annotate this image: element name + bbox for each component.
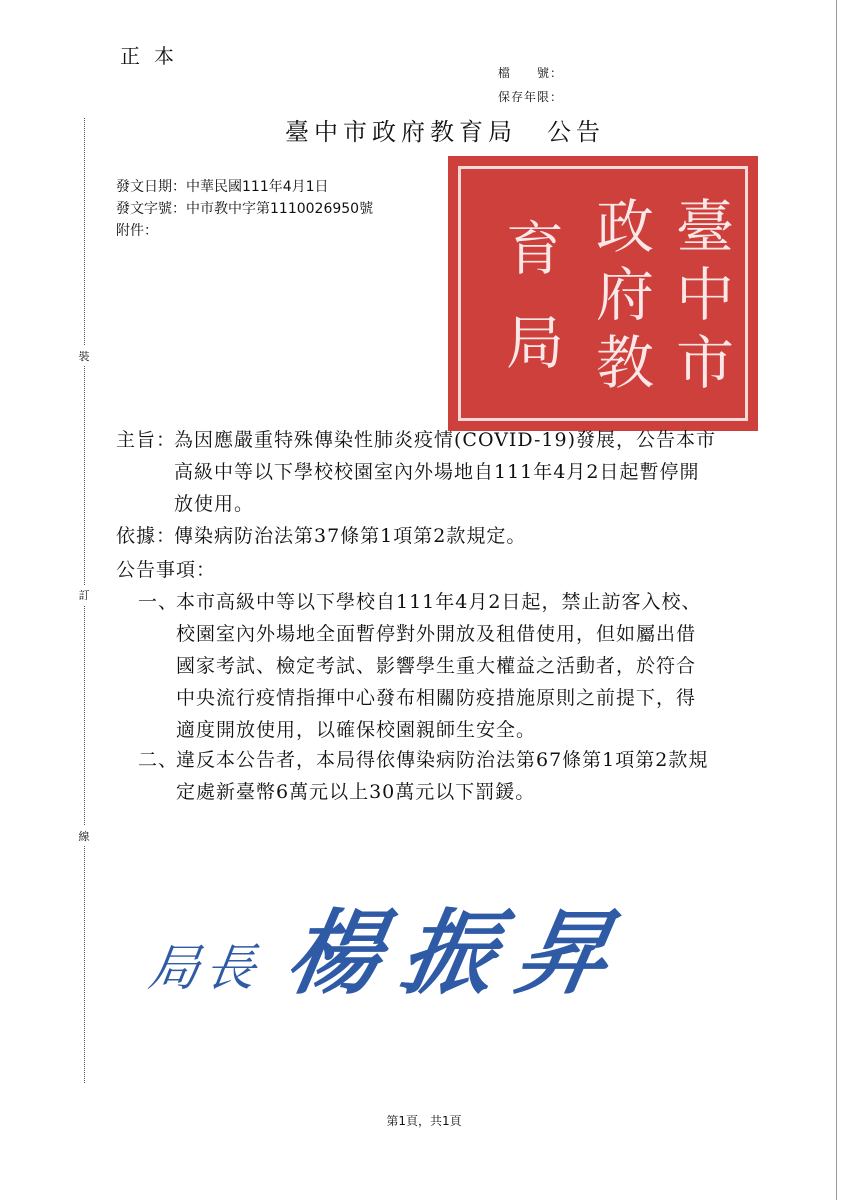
official-seal (448, 156, 758, 431)
signature-title: 局長 (145, 939, 266, 997)
signature-name: 楊振昇 (279, 899, 641, 1007)
seal-char: 市 (675, 329, 734, 397)
item1-line: 適度開放使用，以確保校園親師生安全。 (176, 719, 537, 741)
binding-mark-1: 裝 (76, 346, 92, 366)
reference-number: 發文字號：中市教中字第1110026950號 (116, 201, 374, 217)
document-type: 公告 (547, 118, 605, 146)
copy-label: 正本 (120, 44, 188, 68)
binding-mark-2: 訂 (76, 585, 92, 605)
seal-char: 臺 (675, 193, 734, 261)
file-number-label: 檔 號： (498, 66, 564, 80)
subject-line: 放使用。 (174, 493, 255, 515)
item1-line: 國家考試、檢定考試、影響學生重大權益之活動者，於符合 (176, 655, 697, 677)
attachment-label: 附件： (116, 223, 158, 239)
item1-marker: 一、 (138, 591, 179, 613)
director-signature (145, 880, 641, 1012)
binding-mark-3: 線 (76, 826, 92, 846)
page-number: 第1頁，共1頁 (386, 1114, 462, 1128)
agency-name: 臺中市政府教育局 (285, 118, 517, 146)
item1-line: 校園室內外場地全面暫停對外開放及租借使用，但如屬出借 (176, 623, 697, 645)
seal-char: 局 (505, 309, 564, 377)
item2-marker: 二、 (138, 749, 179, 771)
subject-line: 高級中等以下學校校園室內外場地自111年4月2日起暫停開 (174, 461, 700, 483)
item1-line: 中央流行疫情指揮中心發布相關防疫措施原則之前提下，得 (176, 687, 697, 709)
subject-label: 主旨： (116, 429, 177, 451)
seal-char: 政 (595, 193, 654, 261)
seal-char: 育 (505, 215, 564, 283)
seal-char: 教 (595, 329, 654, 397)
item2-line: 定處新臺幣6萬元以上30萬元以下罰鍰。 (176, 781, 536, 803)
item1-line: 本市高級中等以下學校自111年4月2日起，禁止訪客入校、 (176, 591, 702, 613)
retention-label: 保存年限： (498, 90, 564, 104)
items-label: 公告事項： (116, 559, 217, 581)
seal-char: 府 (595, 261, 654, 329)
seal-char: 中 (675, 261, 734, 329)
subject-line: 為因應嚴重特殊傳染性肺炎疫情(COVID-19)發展，公告本市 (174, 429, 717, 451)
basis-label: 依據： (116, 525, 177, 547)
issue-date: 發文日期：中華民國111年4月1日 (116, 179, 329, 195)
page-edge (836, 0, 837, 1200)
document-title (285, 112, 605, 147)
basis-text: 傳染病防治法第37條第1項第2款規定。 (174, 525, 527, 547)
item2-line: 違反本公告者，本局得依傳染病防治法第67條第1項第2款規 (176, 749, 709, 771)
